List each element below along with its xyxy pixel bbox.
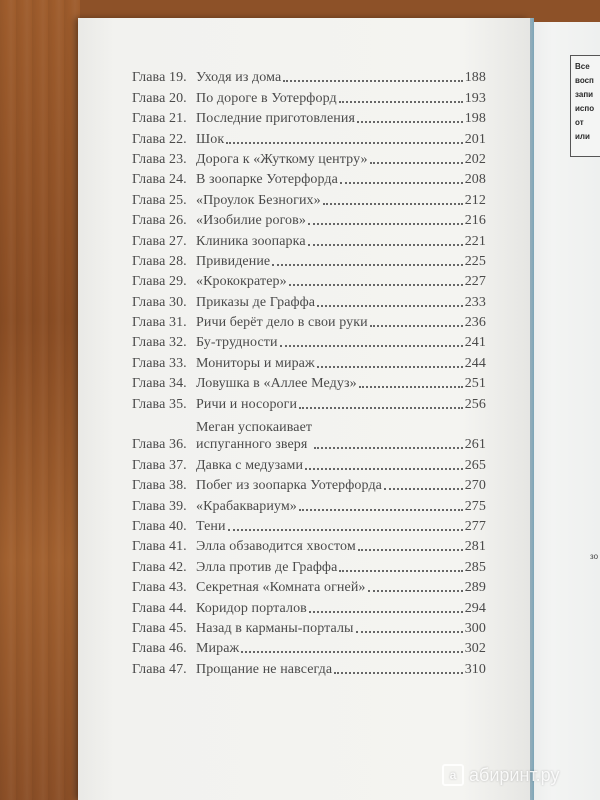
page-number: 244 (464, 355, 486, 371)
chapter-title: Ричи берёт дело в свои руки (196, 315, 368, 331)
chapter-number: Глава 22. (132, 131, 187, 147)
dot-leader (226, 142, 462, 144)
toc-entry (132, 127, 486, 147)
chapter-number: Глава 37. (132, 457, 187, 473)
dot-leader (370, 162, 463, 164)
labirint-logo-icon: а (442, 764, 464, 786)
toc-entry (132, 148, 486, 168)
page-number: 277 (464, 519, 486, 534)
chapter-title: Элла против де Граффа (196, 559, 338, 575)
chapter-title: Мираж (196, 641, 240, 657)
chapter-number: Глава 47. (132, 661, 187, 677)
dot-leader (228, 529, 463, 531)
chapter-number: Глава 19. (132, 70, 187, 86)
copyright-line: или (575, 132, 590, 141)
dot-leader (323, 203, 463, 205)
copyright-line: испо (575, 104, 595, 113)
chapter-number: Глава 32. (132, 335, 187, 351)
copyright-line: восп (575, 76, 594, 85)
toc-entry (132, 413, 486, 454)
table-of-contents (132, 66, 486, 678)
chapter-title: Бу-трудности (196, 335, 278, 351)
toc-entry (132, 107, 486, 127)
toc-entry (132, 188, 486, 208)
dot-leader (317, 366, 463, 368)
watermark-text: абиринт.ру (469, 764, 560, 785)
page-number: 201 (464, 131, 486, 147)
toc-entry (132, 372, 486, 392)
chapter-title: Назад в карманы-порталы (196, 620, 354, 636)
dot-leader (241, 651, 462, 653)
page-number: 302 (464, 641, 486, 657)
chapter-title: Давка с медузами (196, 457, 304, 473)
chapter-title: Элла обзаводится хвостом (196, 539, 356, 555)
table-background (0, 0, 80, 800)
toc-entry (132, 494, 486, 514)
toc-entry (132, 168, 486, 188)
toc-entry (132, 474, 486, 494)
chapter-title: Ричи и носороги (196, 396, 298, 412)
page-number: 216 (464, 213, 486, 229)
dot-leader (289, 284, 463, 286)
chapter-title: Меган успокаивает (196, 420, 313, 436)
page-number: 236 (464, 315, 486, 331)
page-number: 241 (464, 335, 486, 351)
chapter-number: Глава 44. (132, 600, 187, 616)
chapter-number: Глава 24. (132, 172, 187, 188)
dot-leader (339, 101, 463, 103)
chapter-number: Глава 45. (132, 620, 187, 636)
page-number: 198 (464, 111, 486, 127)
toc-entry (132, 576, 486, 596)
toc-entry (132, 637, 486, 657)
chapter-title: Привидение (196, 253, 271, 269)
page-number: 265 (464, 457, 486, 473)
chapter-number: Глава 43. (132, 580, 187, 596)
chapter-title: «Крабаквариум» (196, 498, 297, 514)
page-number: 233 (464, 294, 486, 310)
chapter-number: Глава 20. (132, 90, 187, 106)
dot-leader (317, 305, 463, 307)
toc-entry (132, 290, 486, 310)
chapter-number: Глава 26. (132, 213, 187, 229)
page-number: 289 (464, 580, 486, 596)
toc-entry (132, 555, 486, 575)
dot-leader (384, 488, 463, 490)
page-number: 285 (464, 559, 486, 575)
chapter-title: Последние приготовления (196, 111, 355, 127)
page-number: 221 (464, 233, 486, 249)
toc-entry (132, 392, 486, 412)
dot-leader (299, 407, 463, 409)
page-number: 256 (464, 396, 486, 412)
dot-leader (357, 121, 463, 123)
dot-leader (370, 325, 463, 327)
page-number: 227 (464, 274, 486, 290)
toc-entry (132, 229, 486, 249)
page-number: 202 (464, 151, 486, 167)
chapter-title-continued: испуганного зверя (196, 437, 308, 453)
page-number: 251 (464, 376, 486, 392)
dot-leader (272, 264, 462, 266)
chapter-number: Глава 27. (132, 233, 187, 249)
dot-leader (305, 468, 463, 470)
copyright-line: Все (575, 62, 590, 71)
toc-entry (132, 617, 486, 637)
copyright-line: от (575, 118, 584, 127)
toc-entry (132, 270, 486, 290)
chapter-number: Глава 33. (132, 355, 187, 371)
chapter-number: Глава 41. (132, 539, 187, 555)
chapter-title: Мониторы и мираж (196, 355, 315, 371)
page-number: 281 (464, 539, 486, 555)
chapter-number: Глава 30. (132, 294, 187, 310)
chapter-number: Глава 36. (132, 437, 187, 453)
chapter-title: Клиника зоопарка (196, 233, 306, 249)
toc-entry (132, 351, 486, 371)
chapter-number: Глава 39. (132, 498, 187, 514)
toc-entry (132, 66, 486, 86)
chapter-title: Шок (196, 131, 225, 147)
chapter-title: «Изобилие рогов» (196, 213, 306, 229)
toc-entry (132, 331, 486, 351)
chapter-title: В зоопарке Уотерфорда (196, 172, 338, 188)
page-number: 208 (464, 172, 486, 188)
watermark (442, 764, 559, 786)
chapter-title: Приказы де Граффа (196, 294, 316, 310)
dot-leader (340, 182, 463, 184)
toc-entry (132, 311, 486, 331)
chapter-number: Глава 29. (132, 274, 187, 290)
toc-entry (132, 86, 486, 106)
dot-leader (368, 590, 463, 592)
chapter-title: Побег из зоопарка Уотерфорда (196, 478, 382, 494)
chapter-title: Коридор порталов (196, 600, 307, 616)
page-number: 300 (464, 620, 486, 636)
dot-leader (308, 223, 463, 225)
chapter-number: Глава 25. (132, 192, 187, 208)
chapter-number: Глава 28. (132, 253, 187, 269)
page-number: 261 (464, 437, 486, 453)
chapter-number: Глава 38. (132, 478, 187, 494)
chapter-number: Глава 42. (132, 559, 187, 575)
toc-entry (132, 535, 486, 555)
chapter-title: «Проулок Безногих» (196, 192, 321, 208)
dot-leader (358, 549, 463, 551)
copyright-box (570, 55, 600, 157)
dot-leader (334, 672, 462, 674)
chapter-title: Уходя из дома (196, 70, 282, 86)
page-number: 225 (464, 253, 486, 269)
toc-entry (132, 596, 486, 616)
chapter-number: Глава 46. (132, 641, 187, 657)
chapter-title: По дороге в Уотерфорд (196, 90, 337, 106)
chapter-title: Прощание не навсегда (196, 661, 333, 677)
dot-leader (339, 570, 462, 572)
page-number: 212 (464, 192, 486, 208)
dot-leader (314, 447, 463, 449)
chapter-title: Тени (196, 519, 226, 534)
dot-leader (283, 80, 462, 82)
dot-leader (280, 345, 463, 347)
chapter-title: Дорога к «Жуткому центру» (196, 151, 368, 167)
dot-leader (308, 244, 463, 246)
chapter-title: Секретная «Комната огней» (196, 580, 366, 596)
page-number: 294 (464, 600, 486, 616)
dot-leader (356, 631, 463, 633)
copyright-line: запи (575, 90, 594, 99)
page-number: 275 (464, 498, 486, 514)
page-number: 310 (464, 661, 486, 677)
dot-leader (309, 611, 463, 613)
chapter-number: Глава 34. (132, 376, 187, 392)
page-number: 193 (464, 90, 486, 106)
page-number: 270 (464, 478, 486, 494)
chapter-number: Глава 35. (132, 396, 187, 412)
chapter-number: Глава 21. (132, 111, 187, 127)
toc-entry (132, 250, 486, 270)
toc-entry (132, 657, 486, 677)
toc-entry (132, 209, 486, 229)
chapter-number: Глава 23. (132, 151, 187, 167)
toc-entry (132, 453, 486, 473)
chapter-number: Глава 31. (132, 315, 187, 331)
chapter-title: Ловушка в «Аллее Медуз» (196, 376, 357, 392)
dot-leader (359, 386, 463, 388)
page-number: 188 (464, 70, 486, 86)
chapter-number: Глава 40. (132, 519, 187, 534)
toc-entry (132, 515, 486, 535)
facing-page-fragment: зо (590, 552, 599, 561)
chapter-title: «Крокократер» (196, 274, 287, 290)
dot-leader (299, 509, 463, 511)
